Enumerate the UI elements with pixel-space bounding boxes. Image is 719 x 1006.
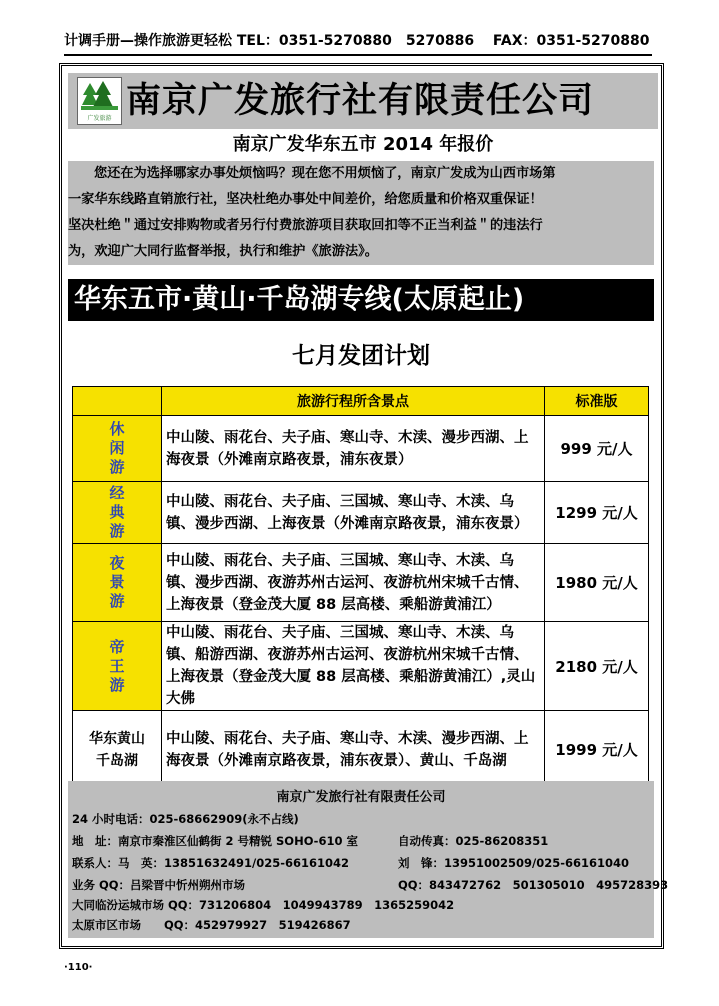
row-category: 休 闲 游 <box>73 416 162 482</box>
table-row <box>73 416 649 482</box>
header-blank-cell <box>73 387 162 416</box>
row-description: 中山陵、雨花台、夫子庙、三国城、寒山寺、木渎、乌镇、漫步西湖、夜游苏州古运河、夜游杭州宋城千古情、上海夜景（登金茂大厦 88 层高楼、乘船游黄浦江） <box>162 544 545 622</box>
row-category: 夜 景 游 <box>73 544 162 622</box>
logo-caption: 广发旅游 <box>87 115 112 122</box>
row-price: 1999 元/人 <box>545 711 649 789</box>
row-category: 帝 王 游 <box>73 622 162 711</box>
table-row <box>73 622 649 711</box>
row-price: 999 元/人 <box>545 416 649 482</box>
route-title: 华东五市·黄山·千岛湖专线(太原起止) <box>68 279 654 321</box>
contact-person-2: 刘 锋：13951002509/025-66161040 <box>398 856 630 870</box>
row-description: 中山陵、雨花台、夫子庙、三国城、寒山寺、木渎、乌镇、船游西湖、夜游苏州古运河、夜游杭州宋城千古情、上海夜景（登金茂大厦 88 层高楼、乘船游黄浦江）,灵山大佛 <box>162 622 545 711</box>
plan-title: 七月发团计划 <box>292 342 430 369</box>
contact-title: 南京广发旅行社有限责任公司 <box>276 790 446 805</box>
intro-line: 为，欢迎广大同行监督举报，执行和维护《旅游法》。 <box>68 244 378 259</box>
company-name: 南京广发旅行社有限责任公司 <box>126 81 595 121</box>
row-price: 1299 元/人 <box>545 482 649 544</box>
table-row <box>73 482 649 544</box>
row-description: 中山陵、雨花台、夫子庙、寒山寺、木渎、漫步西湖、上海夜景（外滩南京路夜景，浦东夜景）、黄山、千岛湖 <box>162 711 545 789</box>
company-logo <box>77 77 122 125</box>
contact-qq-datong: 大同临汾运城市场 QQ：731206804 1049943789 1365259042 <box>72 898 455 912</box>
intro-block <box>68 161 654 265</box>
contact-fax: 自动传真：025-86208351 <box>398 834 549 848</box>
intro-line: 一家华东线路直销旅行社，坚决杜绝办事处中间差价，给您质量和价格双重保证！ <box>68 192 543 207</box>
intro-line: 坚决杜绝＂通过安排购物或者另行付费旅游项目获取回扣等不正当利益＂的违法行 <box>68 218 543 233</box>
contact-address: 地 址：南京市秦淮区仙鹤街 2 号精锐 SOHO-610 室 <box>72 834 358 848</box>
contact-qq-business-numbers: QQ：843472762 501305010 495728393 <box>398 878 669 892</box>
table-row <box>73 544 649 622</box>
page-header: 计调手册—操作旅游更轻松 TEL：0351-5270880 5270886 FAX：0351-5270880 <box>64 30 652 56</box>
row-category: 经 典 游 <box>73 482 162 544</box>
row-description: 中山陵、雨花台、夫子庙、寒山寺、木渎、漫步西湖、上海夜景（外滩南京路夜景，浦东夜景） <box>162 416 545 482</box>
header-route: 旅游行程所含景点 <box>162 387 545 416</box>
table-header-row <box>73 387 649 416</box>
contact-qq-taiyuan: 太原市区市场 QQ：452979927 519426867 <box>72 918 351 932</box>
contact-person-1: 联系人：马 英：13851632491/025-66161042 <box>72 856 350 870</box>
tour-price-table <box>72 386 649 789</box>
contact-hotline: 24 小时电话：025-68662909(永不占线) <box>72 812 299 826</box>
contact-block <box>68 781 669 938</box>
row-price: 2180 元/人 <box>545 622 649 711</box>
row-category: 华东黄山 千岛湖 <box>73 711 162 789</box>
contact-qq-business: 业务 QQ：吕梁晋中忻州朔州市场 <box>72 878 246 892</box>
row-price: 1980 元/人 <box>545 544 649 622</box>
row-description: 中山陵、雨花台、夫子庙、三国城、寒山寺、木渎、乌镇、漫步西湖、上海夜景（外滩南京路夜景，浦东夜景） <box>162 482 545 544</box>
header-price: 标准版 <box>545 387 649 416</box>
intro-line: 您还在为选择哪家办事处烦恼吗？现在您不用烦恼了，南京广发成为山西市场第 <box>94 166 556 181</box>
quote-title: 南京广发华东五市 2014 年报价 <box>232 134 494 155</box>
pine-tree-icon <box>81 81 118 111</box>
table-row <box>73 711 649 789</box>
page-number: ·110· <box>64 962 93 973</box>
